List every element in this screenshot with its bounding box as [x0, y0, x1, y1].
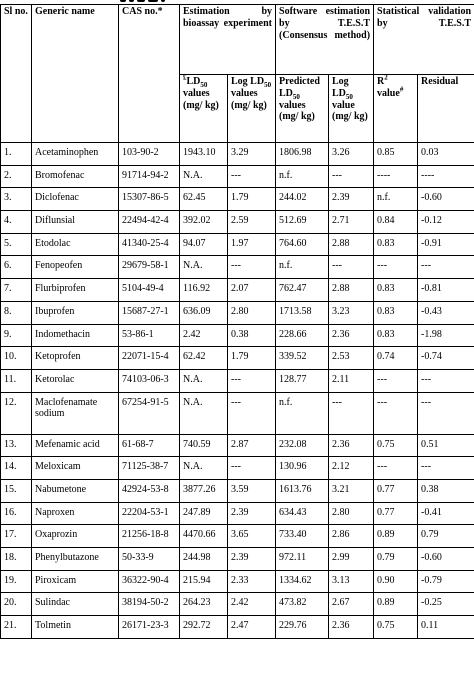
row-log-ld50: 1.79 — [228, 347, 276, 370]
row-residual: --- — [418, 256, 474, 279]
row-cas-no: 36322-90-4 — [119, 570, 180, 593]
table-row — [1, 211, 474, 234]
row-r2-value: 0.74 — [374, 347, 418, 370]
table-row — [1, 616, 474, 639]
row-cas-no: 71125-38-7 — [119, 457, 180, 480]
row-residual: 0.03 — [418, 143, 474, 166]
row-predicted-log-ld50: 2.12 — [329, 457, 374, 480]
row-sl-no: 20. — [1, 593, 32, 616]
row-log-ld50: 2.59 — [228, 211, 276, 234]
row-log-ld50: 2.42 — [228, 593, 276, 616]
row-cas-no: 103-90-2 — [119, 143, 180, 166]
row-r2-value: 0.83 — [374, 279, 418, 302]
row-generic-name: Fenopeofen — [32, 256, 119, 279]
row-predicted-log-ld50: 2.36 — [329, 434, 374, 457]
row-cas-no: 15307-86-5 — [119, 188, 180, 211]
table-row — [1, 434, 474, 457]
row-generic-name: Tolmetin — [32, 616, 119, 639]
row-r2-value: --- — [374, 256, 418, 279]
row-log-ld50: 1.79 — [228, 188, 276, 211]
row-generic-name: Ketoprofen — [32, 347, 119, 370]
row-generic-name: Mefenamic acid — [32, 434, 119, 457]
row-r2-value: 0.83 — [374, 324, 418, 347]
row-r2-value: 0.84 — [374, 211, 418, 234]
row-sl-no: 5. — [1, 233, 32, 256]
row-sl-no: 11. — [1, 369, 32, 392]
table-row — [1, 369, 474, 392]
row-residual: -0.79 — [418, 570, 474, 593]
table-row — [1, 570, 474, 593]
row-r2-value: 0.75 — [374, 434, 418, 457]
row-predicted-ld50: 1713.58 — [276, 301, 329, 324]
row-log-ld50: --- — [228, 369, 276, 392]
row-ld50: 2.42 — [180, 324, 228, 347]
row-cas-no: 22494-42-4 — [119, 211, 180, 234]
row-sl-no: 6. — [1, 256, 32, 279]
row-predicted-ld50: 473.82 — [276, 593, 329, 616]
row-r2-value: 0.85 — [374, 143, 418, 166]
table-row — [1, 347, 474, 370]
row-residual: 0.51 — [418, 434, 474, 457]
row-r2-value: --- — [374, 392, 418, 434]
row-log-ld50: 2.87 — [228, 434, 276, 457]
row-predicted-log-ld50: 2.86 — [329, 525, 374, 548]
row-ld50: N.A. — [180, 369, 228, 392]
row-residual: -0.74 — [418, 347, 474, 370]
row-sl-no: 3. — [1, 188, 32, 211]
row-residual: -0.81 — [418, 279, 474, 302]
row-predicted-log-ld50: 2.11 — [329, 369, 374, 392]
row-residual: --- — [418, 369, 474, 392]
row-residual: -1.98 — [418, 324, 474, 347]
row-sl-no: 7. — [1, 279, 32, 302]
row-r2-value: 0.79 — [374, 548, 418, 571]
row-sl-no: 12. — [1, 392, 32, 434]
row-generic-name: Diclofenac — [32, 188, 119, 211]
row-r2-value: 0.83 — [374, 233, 418, 256]
row-cas-no: 42924-53-8 — [119, 479, 180, 502]
row-predicted-ld50: 244.02 — [276, 188, 329, 211]
subheader-r2-value: $R^2$ value# — [374, 75, 418, 143]
row-residual: -0.41 — [418, 502, 474, 525]
row-residual: -0.91 — [418, 233, 474, 256]
row-sl-no: 9. — [1, 324, 32, 347]
ld50-data-table — [0, 4, 474, 639]
row-log-ld50: 3.59 — [228, 479, 276, 502]
row-predicted-log-ld50: 3.26 — [329, 143, 374, 166]
row-generic-name: Oxaprozin — [32, 525, 119, 548]
row-predicted-ld50: 972.11 — [276, 548, 329, 571]
row-predicted-ld50: 229.76 — [276, 616, 329, 639]
row-cas-no: 61-68-7 — [119, 434, 180, 457]
row-predicted-ld50: 512.69 — [276, 211, 329, 234]
row-r2-value: --- — [374, 369, 418, 392]
row-log-ld50: --- — [228, 256, 276, 279]
row-ld50: 392.02 — [180, 211, 228, 234]
row-sl-no: 2. — [1, 165, 32, 188]
row-log-ld50: 2.07 — [228, 279, 276, 302]
row-ld50: 636.09 — [180, 301, 228, 324]
row-predicted-log-ld50: 2.36 — [329, 616, 374, 639]
table-row — [1, 479, 474, 502]
subheader-predicted-ld50: Predicted $LD_{50}$ values (mg/ kg) — [276, 75, 329, 143]
table-row — [1, 301, 474, 324]
row-residual: -0.60 — [418, 548, 474, 571]
row-ld50: N.A. — [180, 165, 228, 188]
row-generic-name: Diflunsial — [32, 211, 119, 234]
row-predicted-ld50: 130.96 — [276, 457, 329, 480]
row-log-ld50: 2.39 — [228, 502, 276, 525]
row-sl-no: 15. — [1, 479, 32, 502]
row-sl-no: 19. — [1, 570, 32, 593]
row-log-ld50: --- — [228, 392, 276, 434]
row-sl-no: 21. — [1, 616, 32, 639]
row-cas-no: 22204-53-1 — [119, 502, 180, 525]
header-sl-no: Sl no. — [1, 5, 32, 143]
row-predicted-log-ld50: 3.23 — [329, 301, 374, 324]
row-residual: -0.25 — [418, 593, 474, 616]
subheader-log-ld50: Log $LD_{50}$ values (mg/ kg) — [228, 75, 276, 143]
subheader-residual: Residual — [418, 75, 474, 143]
row-predicted-ld50: 232.08 — [276, 434, 329, 457]
row-r2-value: --- — [374, 457, 418, 480]
row-ld50: 62.42 — [180, 347, 228, 370]
row-ld50: 94.07 — [180, 233, 228, 256]
row-log-ld50: 3.29 — [228, 143, 276, 166]
row-residual: --- — [418, 457, 474, 480]
table-row — [1, 233, 474, 256]
row-generic-name: Meloxicam — [32, 457, 119, 480]
row-predicted-log-ld50: 2.80 — [329, 502, 374, 525]
table-row — [1, 525, 474, 548]
row-cas-no: 53-86-1 — [119, 324, 180, 347]
table-row — [1, 165, 474, 188]
row-generic-name: Etodolac — [32, 233, 119, 256]
row-ld50: N.A. — [180, 457, 228, 480]
row-sl-no: 13. — [1, 434, 32, 457]
row-log-ld50: 2.33 — [228, 570, 276, 593]
row-residual: -0.12 — [418, 211, 474, 234]
table-header-row — [1, 5, 474, 75]
row-predicted-ld50: 1806.98 — [276, 143, 329, 166]
row-cas-no: 67254-91-5 — [119, 392, 180, 434]
row-generic-name: Bromofenac — [32, 165, 119, 188]
row-ld50: N.A. — [180, 392, 228, 434]
table-row — [1, 256, 474, 279]
row-generic-name: Ketorolac — [32, 369, 119, 392]
row-predicted-log-ld50: 2.71 — [329, 211, 374, 234]
row-sl-no: 14. — [1, 457, 32, 480]
row-predicted-ld50: 1334.62 — [276, 570, 329, 593]
row-cas-no: 26171-23-3 — [119, 616, 180, 639]
row-predicted-log-ld50: --- — [329, 256, 374, 279]
row-r2-value: ---- — [374, 165, 418, 188]
row-generic-name: Piroxicam — [32, 570, 119, 593]
row-log-ld50: 2.39 — [228, 548, 276, 571]
row-ld50: 116.92 — [180, 279, 228, 302]
row-ld50: 62.45 — [180, 188, 228, 211]
row-log-ld50: 2.80 — [228, 301, 276, 324]
row-generic-name: Maclofenamate sodium — [32, 392, 119, 434]
table-row — [1, 548, 474, 571]
row-ld50: 264.23 — [180, 593, 228, 616]
row-predicted-log-ld50: 3.13 — [329, 570, 374, 593]
row-ld50: 1943.10 — [180, 143, 228, 166]
row-residual: -0.43 — [418, 301, 474, 324]
row-cas-no: 74103-06-3 — [119, 369, 180, 392]
row-r2-value: 0.77 — [374, 502, 418, 525]
header-software: Software estimation by T.E.S.T (Consensus method) — [276, 5, 374, 75]
row-sl-no: 1. — [1, 143, 32, 166]
row-log-ld50: 0.38 — [228, 324, 276, 347]
row-log-ld50: --- — [228, 457, 276, 480]
header-statistical: Statistical validation by T.E.S.T — [374, 5, 474, 75]
row-predicted-ld50: 228.66 — [276, 324, 329, 347]
row-predicted-log-ld50: 2.88 — [329, 233, 374, 256]
row-residual: -0.60 — [418, 188, 474, 211]
table-row — [1, 502, 474, 525]
row-predicted-log-ld50: 2.39 — [329, 188, 374, 211]
table-row — [1, 279, 474, 302]
row-log-ld50: 1.97 — [228, 233, 276, 256]
row-ld50: 3877.26 — [180, 479, 228, 502]
row-cas-no: 50-33-9 — [119, 548, 180, 571]
row-generic-name: Ibuprofen — [32, 301, 119, 324]
row-r2-value: 0.89 — [374, 593, 418, 616]
row-log-ld50: 3.65 — [228, 525, 276, 548]
row-cas-no: 38194-50-2 — [119, 593, 180, 616]
row-r2-value: 0.90 — [374, 570, 418, 593]
row-predicted-ld50: 1613.76 — [276, 479, 329, 502]
row-predicted-log-ld50: 2.88 — [329, 279, 374, 302]
row-ld50: 292.72 — [180, 616, 228, 639]
row-sl-no: 18. — [1, 548, 32, 571]
row-cas-no: 91714-94-2 — [119, 165, 180, 188]
row-generic-name: Acetaminophen — [32, 143, 119, 166]
row-residual: --- — [418, 392, 474, 434]
row-predicted-log-ld50: --- — [329, 165, 374, 188]
row-ld50: 4470.66 — [180, 525, 228, 548]
row-generic-name: Flurbiprofen — [32, 279, 119, 302]
row-cas-no: 21256-18-8 — [119, 525, 180, 548]
row-predicted-ld50: n.f. — [276, 256, 329, 279]
row-predicted-log-ld50: 2.67 — [329, 593, 374, 616]
row-ld50: 244.98 — [180, 548, 228, 571]
row-generic-name: Indomethacin — [32, 324, 119, 347]
row-cas-no: 22071-15-4 — [119, 347, 180, 370]
row-predicted-ld50: n.f. — [276, 165, 329, 188]
row-ld50: 215.94 — [180, 570, 228, 593]
row-log-ld50: --- — [228, 165, 276, 188]
row-predicted-log-ld50: 2.53 — [329, 347, 374, 370]
row-ld50: 247.89 — [180, 502, 228, 525]
row-residual: 0.79 — [418, 525, 474, 548]
row-residual: ---- — [418, 165, 474, 188]
row-predicted-log-ld50: --- — [329, 392, 374, 434]
row-generic-name: Sulindac — [32, 593, 119, 616]
row-predicted-log-ld50: 3.21 — [329, 479, 374, 502]
row-sl-no: 8. — [1, 301, 32, 324]
subheader-ld50: $^£LD_{50}$ values (mg/ kg) — [180, 75, 228, 143]
row-predicted-ld50: 128.77 — [276, 369, 329, 392]
row-r2-value: 0.77 — [374, 479, 418, 502]
row-log-ld50: 2.47 — [228, 616, 276, 639]
row-ld50: N.A. — [180, 256, 228, 279]
row-predicted-ld50: n.f. — [276, 392, 329, 434]
row-predicted-ld50: 733.40 — [276, 525, 329, 548]
row-cas-no: 29679-58-1 — [119, 256, 180, 279]
table-row — [1, 188, 474, 211]
row-r2-value: 0.89 — [374, 525, 418, 548]
row-cas-no: 15687-27-1 — [119, 301, 180, 324]
table-row — [1, 143, 474, 166]
row-residual: 0.11 — [418, 616, 474, 639]
row-generic-name: Naproxen — [32, 502, 119, 525]
table-row — [1, 392, 474, 434]
row-generic-name: Nabumetone — [32, 479, 119, 502]
row-sl-no: 10. — [1, 347, 32, 370]
cropped-caption-fragment — [0, 0, 474, 3]
row-sl-no: 17. — [1, 525, 32, 548]
row-r2-value: n.f. — [374, 188, 418, 211]
subheader-predicted-log-ld50: Log $LD_{50}$ value (mg/ kg) — [329, 75, 374, 143]
row-r2-value: 0.83 — [374, 301, 418, 324]
header-cas-no: CAS no.* — [119, 5, 180, 143]
row-cas-no: 41340-25-4 — [119, 233, 180, 256]
header-generic-name: Generic name — [32, 5, 119, 143]
row-residual: 0.38 — [418, 479, 474, 502]
row-generic-name: Phenylbutazone — [32, 548, 119, 571]
row-sl-no: 16. — [1, 502, 32, 525]
row-predicted-ld50: 339.52 — [276, 347, 329, 370]
table-row — [1, 457, 474, 480]
row-predicted-log-ld50: 2.36 — [329, 324, 374, 347]
row-ld50: 740.59 — [180, 434, 228, 457]
row-r2-value: 0.75 — [374, 616, 418, 639]
row-predicted-ld50: 634.43 — [276, 502, 329, 525]
row-predicted-ld50: 764.60 — [276, 233, 329, 256]
table-row — [1, 593, 474, 616]
table-row — [1, 324, 474, 347]
header-bioassay: Estimation by bioassay experiment — [180, 5, 276, 75]
row-sl-no: 4. — [1, 211, 32, 234]
row-predicted-log-ld50: 2.99 — [329, 548, 374, 571]
row-predicted-ld50: 762.47 — [276, 279, 329, 302]
row-cas-no: 5104-49-4 — [119, 279, 180, 302]
